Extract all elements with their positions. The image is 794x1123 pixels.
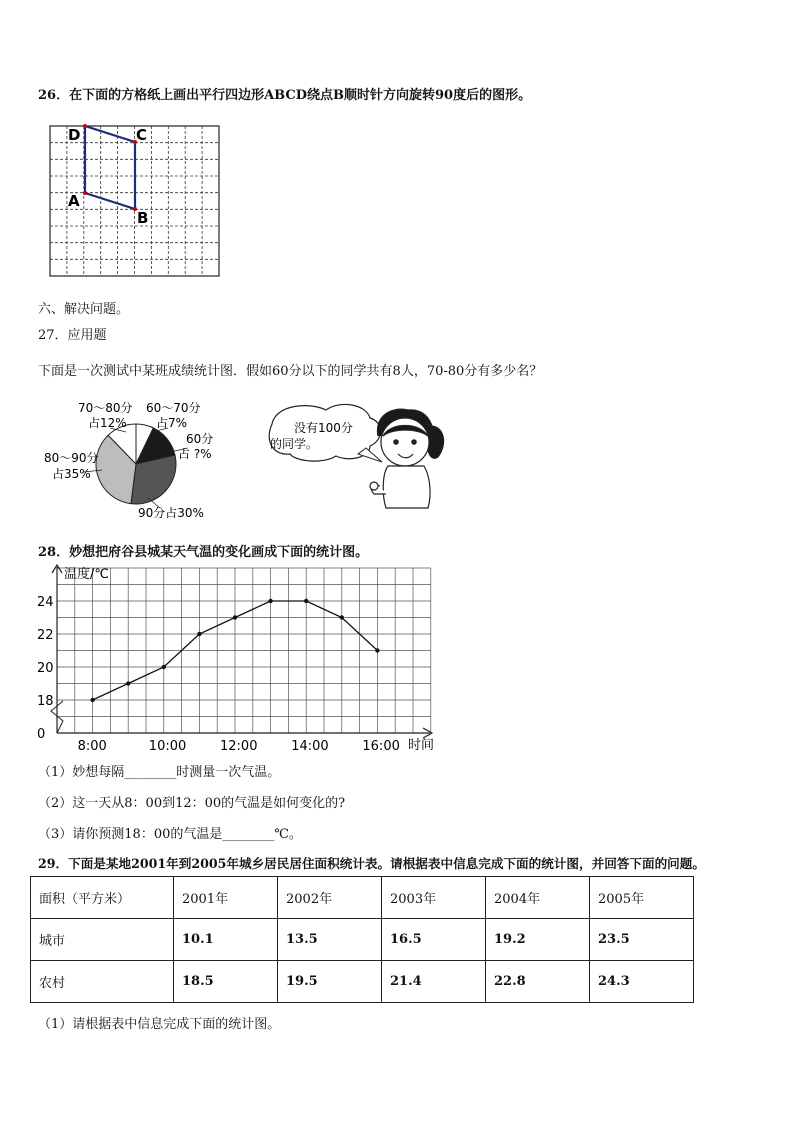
q28-sub3: （3）请你预测18：00的气温是________℃。	[38, 827, 302, 842]
x-tick-label: 10:00	[148, 739, 187, 754]
q28-text: 28．妙想把府谷县城某天气温的变化画成下面的统计图。	[38, 545, 369, 560]
label-a: A	[68, 192, 80, 210]
y-tick-label: 18	[37, 694, 54, 709]
table-cell: 13.5	[278, 919, 382, 961]
table-header-cell: 2005年	[590, 877, 694, 919]
temperature-point	[233, 615, 237, 619]
pie-label-60-pct: 占 ?%	[178, 447, 212, 461]
table-cell: 24.3	[590, 961, 694, 1003]
pie-chart	[84, 424, 188, 508]
table-cell: 22.8	[486, 961, 590, 1003]
y-tick-label: 24	[37, 595, 54, 610]
pie-label-80-90: 80～90分	[44, 451, 99, 465]
pie-label-70-80-pct: 占12%	[88, 416, 127, 430]
label-b: B	[137, 209, 149, 227]
y-tick-label: 20	[37, 661, 54, 676]
temperature-point	[126, 681, 130, 685]
table-header-row	[31, 877, 694, 919]
parallelogram-abcd	[85, 126, 135, 209]
q29-sub1: （1）请根据表中信息完成下面的统计图。	[38, 1017, 281, 1032]
area-table	[30, 876, 694, 1003]
table-row	[31, 961, 694, 1003]
temperature-point	[268, 599, 272, 603]
temperature-point	[162, 665, 166, 669]
y-tick-label: 0	[37, 727, 46, 742]
x-tick-label: 16:00	[362, 739, 400, 754]
table-header-cell: 2001年	[174, 877, 278, 919]
section6-title: 六、解决问题。	[38, 302, 130, 317]
q28-sub2: （2）这一天从8：00到12：00的气温是如何变化的?	[38, 796, 346, 811]
label-c: C	[136, 126, 148, 144]
y-tick-label: 22	[37, 628, 54, 643]
pie-label-80-90-pct: 占35%	[52, 467, 91, 481]
table-cell: 农村	[31, 961, 174, 1003]
y-axis-label: 温度/℃	[64, 567, 109, 582]
table-cell: 城市	[31, 919, 174, 961]
pie-label-90: 90分占30%	[138, 506, 204, 520]
temperature-point	[340, 615, 344, 619]
temperature-chart	[30, 561, 450, 757]
bubble-line1: 没有100分	[294, 421, 353, 435]
table-cell: 19.2	[486, 919, 590, 961]
table-header-cell: 2002年	[278, 877, 382, 919]
table-cell: 23.5	[590, 919, 694, 961]
pie-label-60-70-pct: 占7%	[156, 416, 188, 430]
q26-text: 26．在下面的方格纸上画出平行四边形ABCD绕点B顺时针方向旋转90度后的图形。	[38, 88, 532, 103]
table-header-cell: 面积（平方米）	[31, 877, 174, 919]
pie-label-60-70: 60～70分	[146, 401, 201, 415]
q27-text: 下面是一次测试中某班成绩统计图．假如60分以下的同学共有8人，70-80分有多少名？	[38, 364, 543, 379]
girl-illustration	[370, 409, 444, 508]
temperature-point	[304, 599, 308, 603]
pie-label-60: 60分	[186, 432, 214, 446]
q28-sub1: （1）妙想每隔________时测量一次气温。	[38, 765, 281, 780]
q29-text: 29．下面是某地2001年到2005年城乡居民居住面积统计表。请根据表中信息完成下面的统计图，并回答下面的问题。	[38, 856, 705, 871]
label-d: D	[68, 126, 81, 144]
bubble-line2: 的同学。	[270, 437, 319, 451]
temperature-point	[197, 632, 201, 636]
temperature-point	[375, 648, 379, 652]
table-cell: 18.5	[174, 961, 278, 1003]
pie-figure	[40, 396, 480, 526]
table-cell: 21.4	[382, 961, 486, 1003]
table-cell: 16.5	[382, 919, 486, 961]
table-cell: 19.5	[278, 961, 382, 1003]
x-tick-label: 14:00	[291, 739, 329, 754]
table-row	[31, 919, 694, 961]
pie-label-70-80: 70～80分	[78, 401, 133, 415]
chart-grid	[57, 568, 431, 733]
grid-figure	[40, 116, 230, 281]
point-d	[83, 124, 87, 128]
table-header-cell: 2003年	[382, 877, 486, 919]
table-header-cell: 2004年	[486, 877, 590, 919]
x-tick-label: 8:00	[77, 739, 107, 754]
temperature-point	[90, 698, 94, 702]
x-axis-label: 时间	[408, 738, 435, 753]
point-a	[83, 191, 87, 195]
table-cell: 10.1	[174, 919, 278, 961]
q27-head: 27．应用题	[38, 328, 107, 343]
x-tick-label: 12:00	[220, 739, 258, 754]
